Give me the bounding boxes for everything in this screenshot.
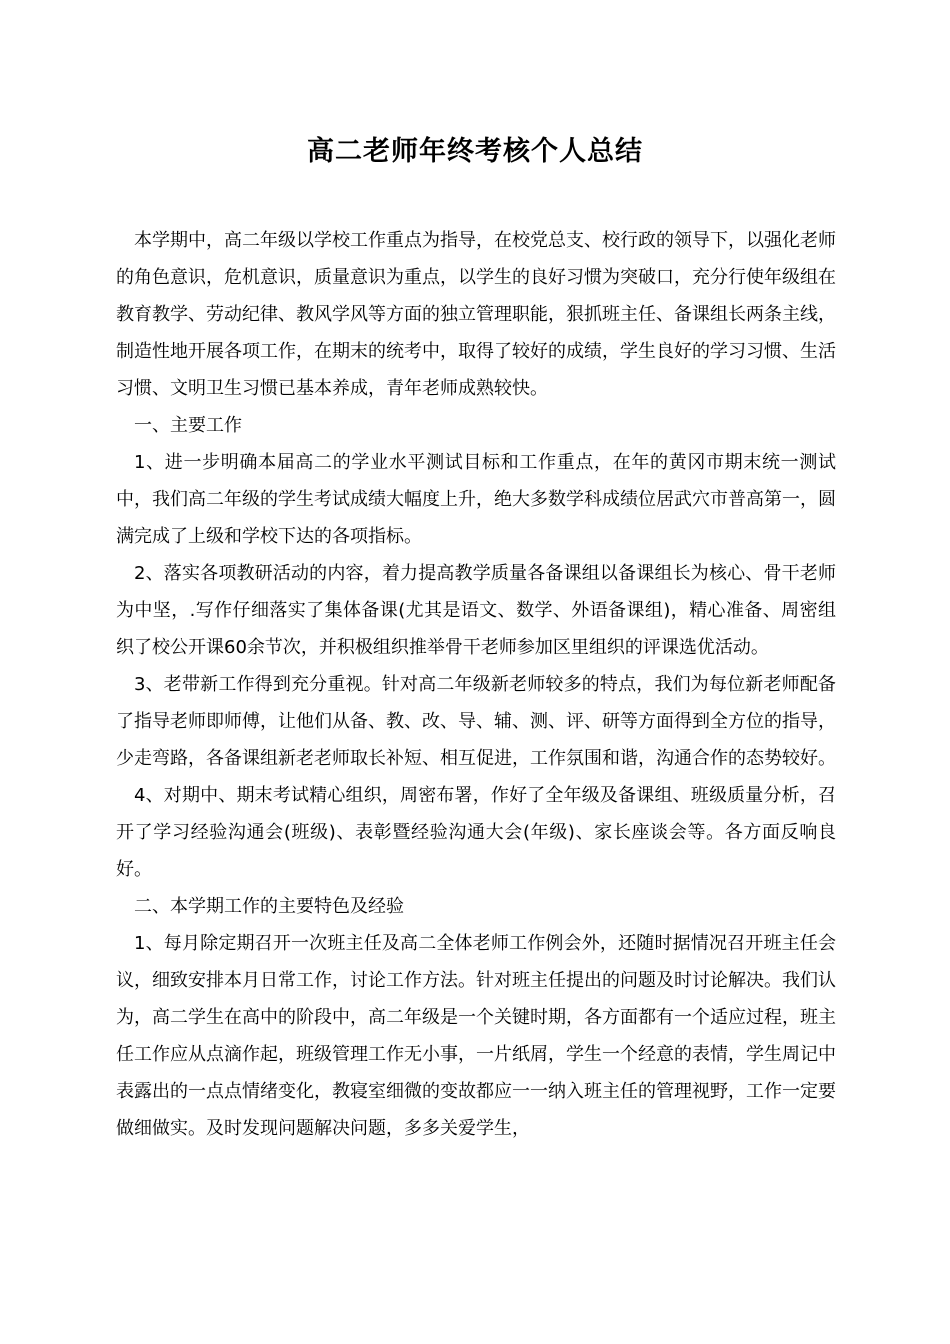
work-item-3: 3、老带新工作得到充分重视。针对高二年级新老师较多的特点，我们为每位新老师配备了指导老师即师傅，让他们从备、教、改、导、辅、测、评、研等方面得到全方位的指导，少走弯路，各备课组新老老师取长补短、相互促进，工作氛围和谐，沟通合作的态势较好。 (116, 674, 836, 769)
work-item-4: 4、对期中、期末考试精心组织，周密布署，作好了全年级及备课组、班级质量分析，召开了学习经验沟通会(班级)、表彰暨经验沟通大会(年级)、家长座谈会等。各方面反响良好。 (116, 785, 836, 880)
work-item-2: 2、落实各项教研活动的内容，着力提高教学质量各备课组以备课组长为核心、骨干老师为中坚，.写作仔细落实了集体备课(尤其是语文、数学、外语备课组)，精心准备、周密组织了校公开课60余节次，并积极组织推举骨干老师参加区里组织的评课选优活动。 (116, 563, 836, 658)
intro-paragraph: 本学期中，高二年级以学校工作重点为指导，在校党总支、校行政的领导下，以强化老师的角色意识，危机意识，质量意识为重点，以学生的良好习惯为突破口，充分行使年级组在教育教学、劳动纪律、教风学风等方面的独立管理职能，狠抓班主任、备课组长两条主线，制造性地开展各项工作，在期末的统考中，取得了较好的成绩，学生良好的学习习惯、生活习惯、文明卫生习惯已基本养成，青年老师成熟较快。 (116, 230, 836, 399)
section-heading-features: 二、本学期工作的主要特色及经验 (134, 896, 404, 917)
section-heading-main-work: 一、主要工作 (134, 415, 242, 436)
document-body (116, 222, 836, 1147)
feature-item-1: 1、每月除定期召开一次班主任及高二全体老师工作例会外，还随时据情况召开班主任会议，细致安排本月日常工作，讨论工作方法。针对班主任提出的问题及时讨论解决。我们认为，高二学生在高中的阶段中，高二年级是一个关键时期，各方面都有一个适应过程，班主任工作应从点滴作起，班级管理工作无小事，一片纸屑，学生一个经意的表情，学生周记中表露出的一点点情绪变化，教寝室细微的变故都应一一纳入班主任的管理视野，工作一定要做细做实。及时发现问题解决问题，多多关爱学生， (116, 933, 836, 1139)
document-title: 高二老师年终考核个人总结 (307, 136, 643, 167)
work-item-1: 1、进一步明确本届高二的学业水平测试目标和工作重点，在年的黄冈市期末统一测试中，我们高二年级的学生考试成绩大幅度上升，绝大多数学科成绩位居武穴市普高第一，圆满完成了上级和学校下达的各项指标。 (116, 452, 836, 547)
